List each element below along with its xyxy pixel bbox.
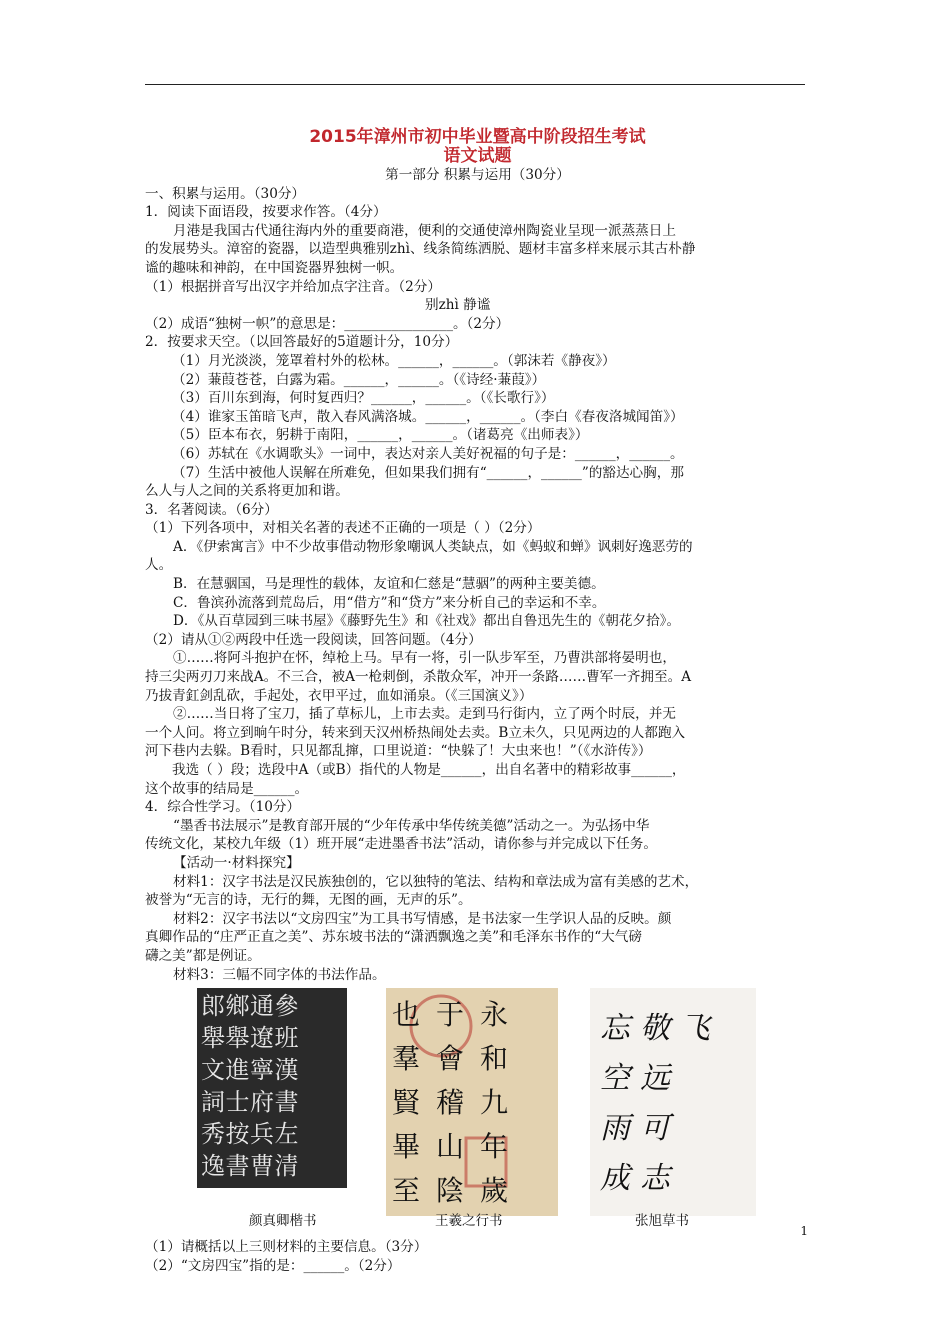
text-line: （1）月光淡淡，笼罩着村外的松林。______，______。（郭沫若《静夜》） (172, 352, 616, 369)
calligraphy-glyph: 清 (274, 1152, 299, 1181)
calligraphy-glyph: 飞 (680, 1011, 710, 1047)
text-line: 礴之美”都是例证。 (145, 947, 261, 964)
kaishu-image (197, 988, 347, 1188)
text-line: （1）请概括以上三则材料的主要信息。（3分） (145, 1239, 428, 1256)
text-line: （1）下列各项中，对相关名著的表述不正确的一项是（ ）（2分） (145, 520, 541, 537)
text-line: （2）请从①②两段中任选一段阅读，回答问题。（4分） (145, 631, 482, 648)
text-line: （1）根据拼音写出汉字并给加点字注音。（2分） (145, 278, 441, 295)
calligraphy-glyph: 寧 (250, 1056, 274, 1085)
text-line: （7）生活中被他人误解在所难免，但如果我们拥有“______，______”的豁达心胸，那 (172, 464, 684, 481)
text-line: 谧的趣味和神韵，在中国瓷器界独树一帜。 (145, 259, 404, 276)
calligraphy-glyph: 空 (600, 1061, 630, 1097)
calligraphy-glyph: 進 (225, 1056, 250, 1085)
caoshu-image (590, 988, 756, 1216)
calligraphy-glyph: 郎 (201, 992, 225, 1021)
text-line: 人。 (145, 557, 173, 574)
header-rule (145, 84, 805, 85)
calligraphy-glyph: 班 (274, 1024, 299, 1053)
part-heading: 第一部分 积累与运用（30分） (385, 167, 570, 183)
text-line: 的发展势头。漳窑的瓷器，以造型典雅别zhì、线条简练洒脱、题材丰富多样来展示其古朴静 (145, 241, 696, 258)
calligraphy-glyph: 山 (436, 1130, 465, 1164)
calligraphy-glyph: 至 (392, 1174, 421, 1208)
calligraphy-glyph: 羣 (392, 1042, 421, 1076)
calligraphy-glyph: 可 (640, 1111, 670, 1147)
calligraphy-glyph: 逸 (201, 1152, 225, 1181)
text-line: （2）“文房四宝”指的是：______。（2分） (145, 1257, 401, 1274)
calligraphy-glyph: 和 (480, 1042, 509, 1076)
calligraphy-glyph: 忘 (600, 1011, 630, 1047)
calligraphy-glyph: 成 (600, 1161, 630, 1197)
exam-page (145, 128, 810, 1275)
text-line: 一、积累与运用。（30分） (145, 185, 306, 202)
option-a: A．《伊索寓言》中不少故事借动物形象嘲讽人类缺点，如《蚂蚁和蝉》讽刺好逸恶劳的 (173, 538, 693, 555)
text-line: （2）蒹葭苍苍，白露为霜。______，______。（《诗经·蒹葭》） (172, 371, 546, 388)
text-line: 真卿作品的“庄严正直之美”、苏东坡书法的“潇洒飘逸之美”和毛泽东书作的“大气磅 (145, 929, 642, 946)
calligraphy-glyph: 按 (225, 1120, 250, 1149)
calligraphy-glyph: 稽 (436, 1086, 465, 1120)
calligraphy-glyph: 远 (640, 1061, 670, 1097)
text-line: （3）百川东到海，何时复西归？______，______。（《长歌行》） (172, 390, 555, 407)
calligraphy-glyph: 士 (225, 1088, 250, 1117)
exam-subtitle: 语文试题 (443, 146, 512, 166)
pinyin-line: 别zhì 静谧 (425, 297, 491, 314)
calligraphy-glyph: 九 (480, 1086, 509, 1120)
caoshu-paper (590, 988, 756, 1216)
text-line: 么人与人之间的关系将更加和谐。 (145, 483, 349, 500)
calligraphy-glyph: 遼 (250, 1024, 274, 1053)
calligraphy-glyph: 雨 (600, 1111, 630, 1147)
text-line: 河下巷内去躲。B看时，只见都乱撺，口里说道：“快躲了！大虫来也！”（《水浒传》） (145, 743, 652, 760)
calligraphy-images (145, 988, 810, 1230)
text-line: 持三尖两刃刀来战A。不三合，被A一枪刺倒，杀散众军，冲开一条路……曹军一齐拥至。A (145, 669, 692, 686)
text-line: 传统文化，某校九年级（1）班开展“走进墨香书法”活动，请你参与并完成以下任务。 (145, 836, 657, 853)
text-line: 4．综合性学习。（10分） (145, 799, 301, 816)
calligraphy-glyph: 鄉 (225, 992, 250, 1021)
calligraphy-glyph: 舉 (201, 1024, 225, 1053)
text-line: （4）谁家玉笛暗飞声，散入春风满洛城。______，______。（李白《春夜洛城闻笛》） (172, 408, 684, 425)
option-c: C．鲁滨孙流落到荒岛后，用“借方”和“贷方”来分析自己的幸运和不幸。 (173, 594, 606, 611)
text-line: 材料1：汉字书法是汉民族独创的，它以独特的笔法、结构和章法成为富有美感的艺术， (173, 873, 699, 890)
calligraphy-glyph: 詞 (201, 1088, 225, 1117)
calligraphy-glyph: 左 (274, 1120, 299, 1149)
text-line: （2）成语“独树一帜”的意思是：________________。（2分） (145, 315, 510, 332)
calligraphy-glyph: 志 (640, 1161, 670, 1197)
calligraphy-glyph: 畢 (392, 1130, 421, 1164)
option-d: D．《从百草园到三味书屋》《藤野先生》和《社戏》都出自鲁迅先生的《朝花夕拾》。 (173, 613, 681, 630)
caption-yan: 颜真卿楷书 (249, 1213, 317, 1230)
calligraphy-glyph: 于 (436, 998, 465, 1032)
activity-heading: 【活动一·材料探究】 (173, 854, 300, 871)
calligraphy-glyph: 舉 (225, 1024, 250, 1053)
text-line: （5）臣本布衣，躬耕于南阳，______，______。（诸葛亮《出师表》） (172, 427, 589, 444)
text-line: 月港是我国古代通往海内外的重要商港，便利的交通使漳州陶瓷业呈现一派蒸蒸日上 (173, 222, 676, 239)
calligraphy-glyph: 府 (250, 1088, 274, 1117)
text-line: 被誉为“无言的诗，无行的舞，无图的画，无声的乐”。 (145, 892, 472, 909)
kaishu-rubbing (197, 988, 347, 1188)
text-line: 3．名著阅读。（6分） (145, 501, 278, 518)
calligraphy-glyph: 秀 (201, 1120, 225, 1149)
calligraphy-glyph: 永 (480, 998, 509, 1032)
option-b: B．在慧骃国，马是理性的载体，友谊和仁慈是“慧骃”的两种主要美德。 (173, 576, 605, 593)
calligraphy-glyph: 賢 (392, 1086, 421, 1120)
calligraphy-glyph: 陰 (436, 1174, 465, 1208)
caption-wang: 王羲之行书 (435, 1213, 503, 1230)
calligraphy-glyph: 曹 (250, 1152, 274, 1181)
calligraphy-glyph: 敬 (640, 1011, 670, 1047)
text-line: 这个故事的结局是______。 (145, 780, 309, 797)
text-line: 材料3：三幅不同字体的书法作品。 (173, 966, 386, 983)
text-line: 材料2：汉字书法以“文房四宝”为工具书写情感，是书法家一生学识人品的反映。颜 (173, 910, 672, 927)
exam-title: 2015年漳州市初中毕业暨高中阶段招生考试 (309, 127, 646, 147)
calligraphy-glyph: 文 (201, 1056, 225, 1085)
xingshu-paper (386, 988, 558, 1216)
calligraphy-glyph: 書 (225, 1152, 250, 1181)
calligraphy-glyph: 歲 (480, 1174, 509, 1208)
text-line: 2．按要求天空。（以回答最好的5道题计分，10分） (145, 334, 459, 351)
text-line: ②……当日将了宝刀，插了草标儿，上市去卖。走到马行街内，立了两个时辰，并无 (173, 706, 676, 723)
calligraphy-glyph: 也 (392, 998, 421, 1032)
text-line: 1．阅读下面语段，按要求作答。（4分） (145, 204, 387, 221)
page-number: 1 (800, 1224, 808, 1238)
text-line: 乃拔青釭剑乱砍，手起处，衣甲平过，血如涌泉。（《三国演义》） (145, 687, 533, 704)
caption-zhang: 张旭草书 (635, 1213, 689, 1230)
calligraphy-glyph: 漢 (274, 1056, 299, 1085)
xingshu-image (386, 988, 558, 1216)
calligraphy-glyph: 參 (274, 992, 299, 1021)
calligraphy-glyph: 年 (480, 1130, 509, 1164)
calligraphy-glyph: 通 (250, 992, 274, 1021)
text-line: ①……将阿斗抱护在怀，绰枪上马。早有一将，引一队步军至，乃曹洪部将晏明也， (173, 650, 676, 667)
text-line: “墨香书法展示”是教育部开展的“少年传承中华传统美德”活动之一。为弘扬中华 (173, 817, 650, 834)
calligraphy-glyph: 會 (436, 1042, 465, 1076)
text-line: （6）苏轼在《水调歌头》一词中，表达对亲人美好祝福的句子是：______，______。 (172, 445, 684, 462)
calligraphy-glyph: 書 (274, 1088, 299, 1117)
calligraphy-glyph: 兵 (250, 1120, 274, 1149)
text-line: 一个人问。将立到晌午时分，转来到天汉州桥热闹处去卖。B立未久，只见两边的人都跑入 (145, 724, 686, 741)
text-line: 我选（ ）段；选段中A（或B）指代的人物是______，出自名著中的精彩故事______， (172, 762, 686, 778)
